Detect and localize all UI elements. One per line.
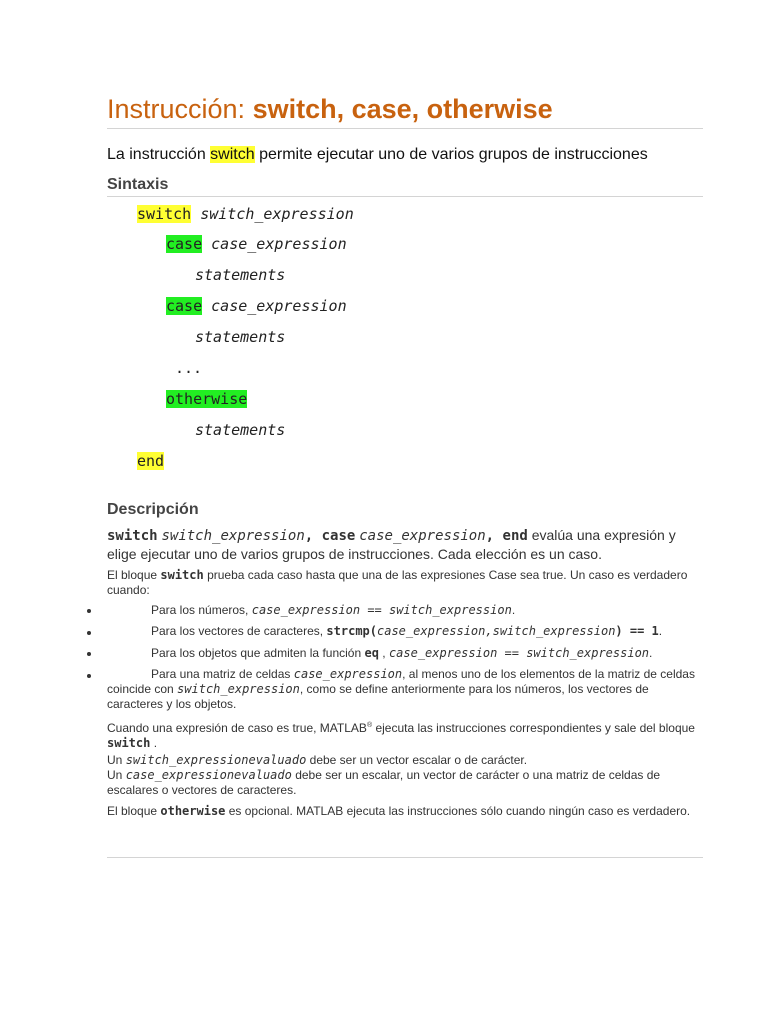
bullet-end: .	[649, 646, 653, 660]
bullet-code: case_expression == switch_expression	[388, 646, 650, 660]
intro-after: permite ejecutar uno de varios grupos de instrucciones	[254, 146, 648, 163]
case-expression-arg: case_expression	[211, 235, 347, 253]
bullet-code-2: switch_expression	[177, 682, 300, 696]
intro-before: La instrucción	[107, 146, 211, 163]
switch-expression-arg: switch_expression	[200, 205, 354, 223]
bullet-end: , como se define anteriormente para los números, los vectores de caracteres y los objetos.	[107, 682, 649, 711]
block-test-after: prueba cada caso hasta que una de las expresiones Case sea true. Un caso es verdadero cuando:	[107, 568, 688, 597]
bullet-cell-arrays	[107, 667, 703, 712]
bullet-marker	[87, 609, 91, 613]
bullet-fn: eq	[364, 646, 379, 660]
true-case-kw: switch	[107, 736, 151, 750]
otherwise-paragraph	[107, 804, 703, 819]
intro-sentence	[107, 146, 648, 164]
title-prefix: Instrucción:	[107, 94, 253, 124]
summary-sep-2: ,	[485, 528, 503, 544]
case-eval-code: case_expressionevaluado	[125, 768, 292, 782]
statements-text: statements	[195, 328, 286, 346]
case-eval-paragraph	[107, 768, 703, 798]
true-case-before: Cuando una expresión de caso es true, MATLAB	[107, 721, 367, 735]
bullet-code: case_expression	[293, 667, 403, 681]
bullet-arg: case_expression,switch_expression	[377, 624, 616, 638]
description-summary	[107, 526, 703, 563]
bullet-char-vectors	[151, 624, 703, 639]
otherwise-keyword: otherwise	[166, 390, 248, 408]
registered-mark: ®	[366, 722, 373, 729]
syntax-line-end	[137, 452, 164, 470]
true-case-end: .	[150, 736, 158, 750]
bullet-rest: , al menos uno de los elementos de la matriz de celdas coincide con	[107, 667, 695, 696]
statements-text: statements	[195, 421, 286, 439]
syntax-line-statements-3	[195, 421, 285, 439]
bullet-numbers	[151, 603, 703, 618]
bullet-fn: strcmp(	[326, 624, 377, 638]
case-keyword: case	[166, 235, 203, 253]
switch-block-paragraph	[107, 568, 703, 598]
syntax-line-ellipsis: ...	[175, 359, 203, 377]
block-test-before: El bloque	[107, 568, 161, 582]
bullet-objects	[151, 646, 703, 661]
case-keyword: case	[166, 297, 203, 315]
syntax-line-case-2	[166, 297, 347, 315]
bullet-text: Para los objetos que admiten la función	[151, 646, 365, 660]
bullet-marker	[87, 674, 91, 678]
switch-eval-before: Un	[107, 753, 126, 767]
summary-sep-1: ,	[304, 528, 322, 544]
title-keywords: switch, case, otherwise	[252, 94, 553, 124]
bullet-code: case_expression == switch_expression	[251, 603, 512, 617]
bullet-marker	[87, 652, 91, 656]
switch-eval-code: switch_expressionevaluado	[125, 753, 307, 767]
switch-eval-after: debe ser un vector escalar o de carácter.	[306, 753, 528, 767]
bullet-text: Para una matriz de celdas	[151, 667, 294, 681]
syntax-line-otherwise	[166, 390, 247, 408]
bullet-end: .	[511, 603, 516, 617]
page-title	[107, 94, 553, 125]
intro-switch-highlight: switch	[210, 146, 255, 163]
bullet-fn-end: ) == 1	[615, 624, 659, 638]
case-eval-after: debe ser un escalar, un vector de carácter o una matriz de celdas de escalares o vectores de caracteres.	[107, 768, 661, 797]
syntax-line-switch	[137, 205, 354, 223]
syntax-line-case-1	[166, 235, 347, 253]
summary-case-arg: case_expression	[359, 528, 486, 544]
title-divider	[107, 128, 703, 129]
syntax-line-statements-2	[195, 328, 285, 346]
bullet-text: Para los números,	[151, 603, 252, 617]
syntax-divider	[107, 196, 703, 197]
summary-end-kw: end	[502, 528, 528, 544]
bottom-divider	[107, 857, 703, 858]
summary-switch-kw: switch	[107, 528, 158, 544]
syntax-heading: Sintaxis	[107, 176, 169, 193]
otherwise-after: es opcional. MATLAB ejecuta las instrucciones sólo cuando ningún caso es verdadero.	[225, 804, 691, 818]
bullet-marker	[87, 631, 91, 635]
block-test-kw: switch	[160, 568, 204, 582]
case-expression-arg: case_expression	[211, 297, 347, 315]
true-case-after: ejecuta las instrucciones correspondientes y sale del bloque	[372, 721, 695, 735]
summary-switch-arg: switch_expression	[161, 528, 305, 544]
bullet-end: .	[658, 624, 663, 638]
summary-text: evalúa una expresión y elige ejecutar uno de varios grupos de instrucciones. Cada elección es un caso.	[107, 527, 676, 562]
otherwise-kw: otherwise	[160, 804, 226, 818]
description-heading: Descripción	[107, 501, 199, 518]
true-case-paragraph	[107, 718, 703, 751]
summary-case-kw: case	[321, 528, 356, 544]
otherwise-before: El bloque	[107, 804, 161, 818]
bullet-mid: ,	[378, 646, 389, 660]
bullet-text: Para los vectores de caracteres,	[151, 624, 327, 638]
statements-text: statements	[195, 266, 286, 284]
switch-keyword: switch	[137, 205, 192, 223]
syntax-line-statements-1	[195, 266, 285, 284]
end-keyword: end	[137, 452, 165, 470]
switch-eval-paragraph	[107, 753, 703, 768]
case-eval-before: Un	[107, 768, 126, 782]
